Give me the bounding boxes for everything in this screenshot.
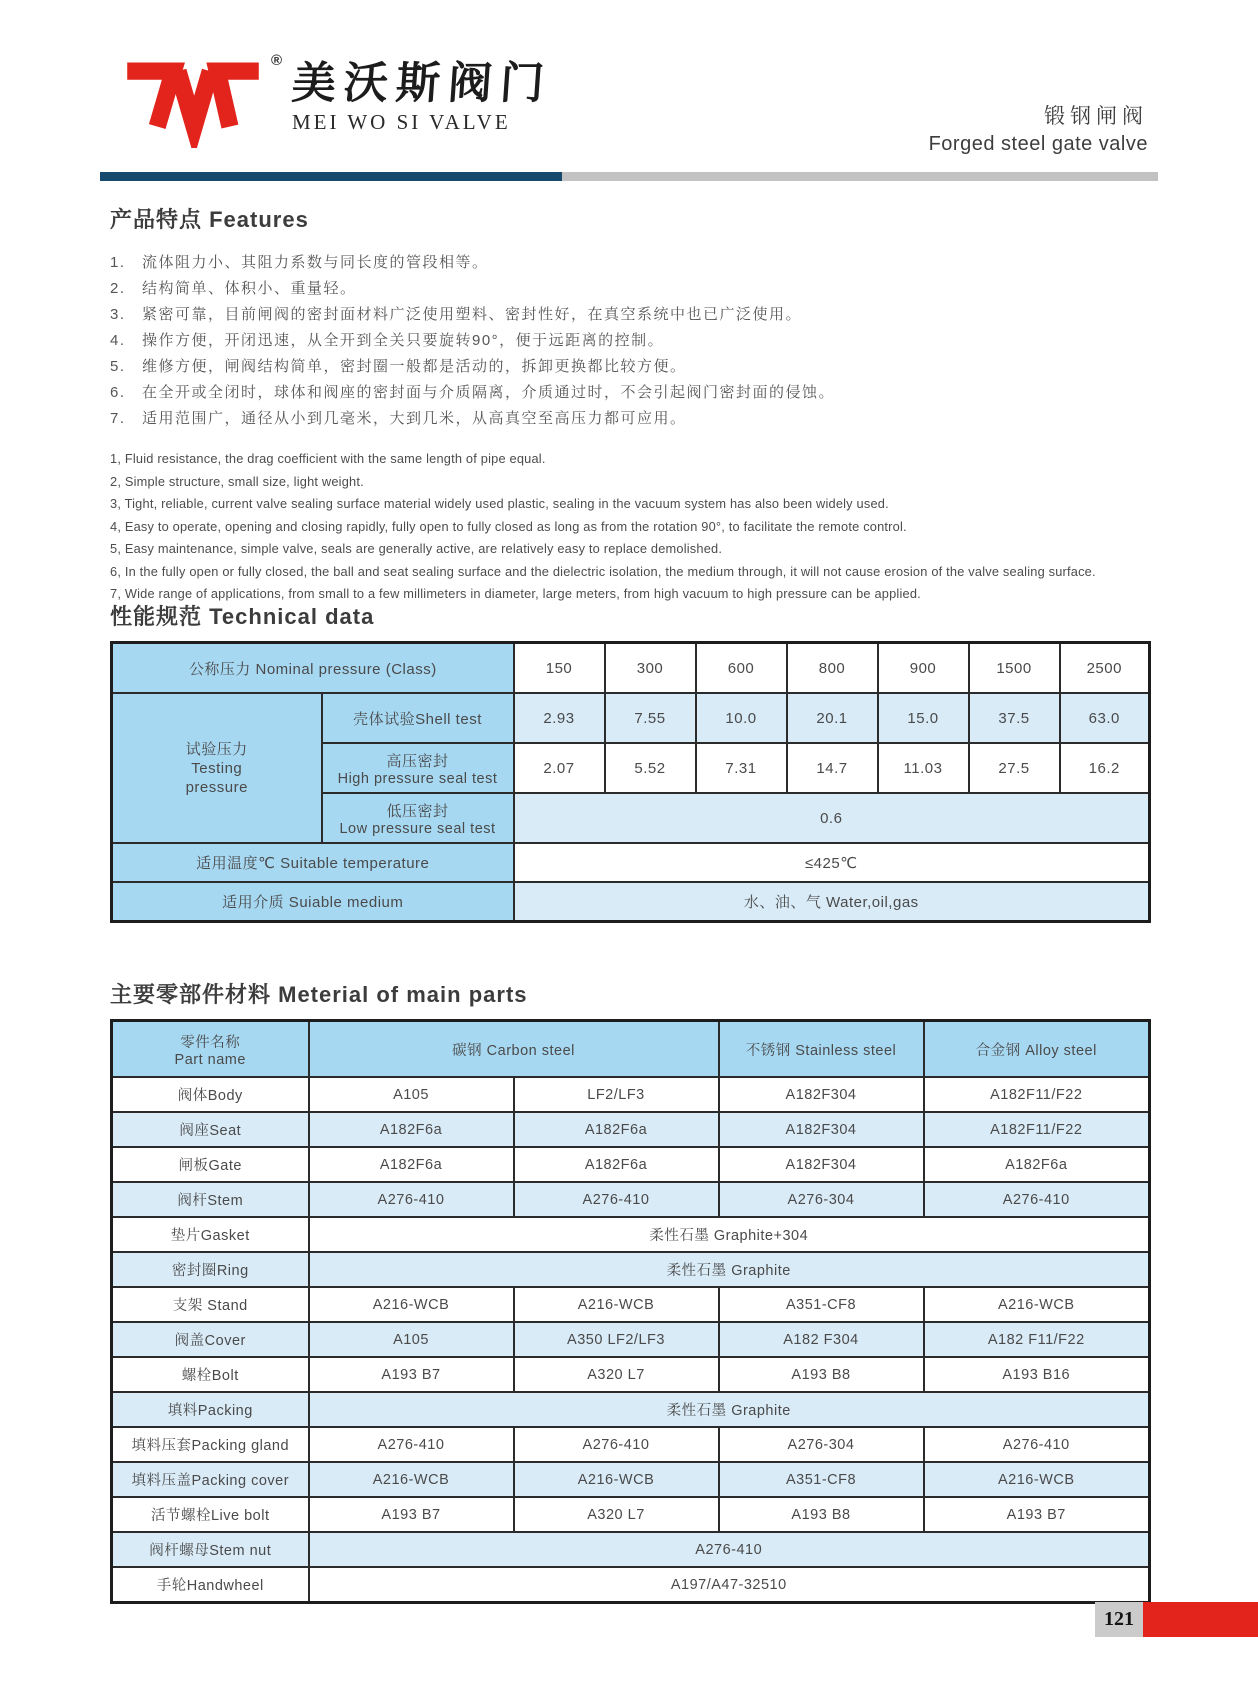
part-name-cell: 填料压盖Packing cover xyxy=(112,1462,309,1497)
feature-item-cn xyxy=(110,302,1150,328)
feature-item-cn xyxy=(110,250,1150,276)
header-divider-gray xyxy=(562,172,1158,181)
part-name-cell: 垫片Gasket xyxy=(112,1217,309,1252)
part-name-header xyxy=(112,1021,309,1078)
feature-item-cn xyxy=(110,276,1150,302)
material-row-gate xyxy=(112,1147,1150,1182)
material-row-seat xyxy=(112,1112,1150,1147)
company-logo xyxy=(118,52,552,152)
features-section xyxy=(110,203,1150,606)
feature-item-cn xyxy=(110,328,1150,354)
material-cell: A182F304 xyxy=(719,1147,924,1182)
feature-text: 维修方便，闸阀结构简单，密封圈一般都是活动的，拆卸更换都比较方便。 xyxy=(142,358,687,375)
low-pressure-seal-en: Low pressure seal test xyxy=(339,820,496,837)
technical-data-table xyxy=(110,641,1151,923)
low-pressure-seal-value: 0.6 xyxy=(514,793,1150,843)
nominal-pressure-row xyxy=(112,643,1150,694)
material-row-body xyxy=(112,1077,1150,1112)
part-name-cell: 密封圈Ring xyxy=(112,1252,309,1287)
material-span-cell: 柔性石墨 Graphite+304 xyxy=(309,1217,1150,1252)
material-cell: A216-WCB xyxy=(924,1287,1150,1322)
stainless-steel-header: 不锈钢 Stainless steel xyxy=(719,1021,924,1078)
materials-table xyxy=(110,1019,1151,1604)
suitable-medium-label: 适用介质 Suiable medium xyxy=(112,882,514,922)
part-name-cell: 阀杆螺母Stem nut xyxy=(112,1532,309,1567)
shell-test-label: 壳体试验Shell test xyxy=(322,693,514,743)
material-cell: A216-WCB xyxy=(309,1462,514,1497)
part-name-cell: 阀座Seat xyxy=(112,1112,309,1147)
high-pressure-seal-value: 5.52 xyxy=(605,743,696,793)
high-pressure-seal-value: 27.5 xyxy=(969,743,1060,793)
features-list-chinese xyxy=(110,250,1150,432)
material-cell: A182F6a xyxy=(309,1112,514,1147)
brand-text xyxy=(292,52,552,135)
testing-pressure-label xyxy=(112,693,322,843)
high-pressure-seal-en: High pressure seal test xyxy=(337,770,498,787)
feature-text: 操作方便，开闭迅速，从全开到全关只要旋转90°，便于远距离的控制。 xyxy=(142,332,665,349)
material-cell: A182F11/F22 xyxy=(924,1077,1150,1112)
material-cell: A276-410 xyxy=(514,1182,719,1217)
feature-item-en: 2, Simple structure, small size, light weight. xyxy=(110,473,364,489)
material-cell: A182F304 xyxy=(719,1112,924,1147)
high-pressure-seal-label xyxy=(322,743,514,793)
feature-text: 适用范围广，通径从小到几毫米，大到几米，从高真空至高压力都可应用。 xyxy=(142,410,687,427)
material-row-live-bolt xyxy=(112,1497,1150,1532)
class-value-cell: 1500 xyxy=(969,643,1060,694)
material-row-bolt xyxy=(112,1357,1150,1392)
part-name-cell: 闸板Gate xyxy=(112,1147,309,1182)
feature-text: 流体阻力小、其阻力系数与同长度的管段相等。 xyxy=(142,254,489,271)
material-cell: A193 B8 xyxy=(719,1497,924,1532)
material-cell: A193 B16 xyxy=(924,1357,1150,1392)
material-cell: A193 B7 xyxy=(309,1357,514,1392)
part-name-cell: 螺栓Bolt xyxy=(112,1357,309,1392)
brand-name-english: MEI WO SI VALVE xyxy=(292,110,511,135)
feature-item-cn xyxy=(110,354,1150,380)
shell-test-value: 37.5 xyxy=(969,693,1060,743)
material-cell: A182F6a xyxy=(924,1147,1150,1182)
brand-name-chinese: 美沃斯阀门 xyxy=(290,59,554,108)
feature-text: 紧密可靠，目前闸阀的密封面材料广泛使用塑料、密封性好，在真空系统中也已广泛使用。 xyxy=(142,306,803,323)
high-pressure-seal-value: 7.31 xyxy=(696,743,787,793)
feature-number: 2. xyxy=(110,280,126,297)
material-row-stem-nut xyxy=(112,1532,1150,1567)
shell-test-value: 2.93 xyxy=(514,693,605,743)
material-cell: A182F6a xyxy=(514,1147,719,1182)
registered-trademark-icon: ® xyxy=(270,52,282,69)
shell-test-value: 15.0 xyxy=(878,693,969,743)
class-value-cell: 300 xyxy=(605,643,696,694)
suitable-medium-row xyxy=(112,882,1150,922)
part-name-cell: 手轮Handwheel xyxy=(112,1567,309,1603)
suitable-temperature-label: 适用温度℃ Suitable temperature xyxy=(112,843,514,882)
material-row-stand xyxy=(112,1287,1150,1322)
material-cell: A276-410 xyxy=(924,1182,1150,1217)
material-cell: A216-WCB xyxy=(514,1287,719,1322)
feature-text: 结构简单、体积小、重量轻。 xyxy=(142,280,357,297)
features-heading: 产品特点 Features xyxy=(110,207,309,232)
part-name-cell: 阀体Body xyxy=(112,1077,309,1112)
feature-text: 在全开或全闭时，球体和阀座的密封面与介质隔离，介质通过时，不会引起阀门密封面的侵蚀。 xyxy=(142,384,836,401)
page-number: 121 xyxy=(1095,1602,1143,1637)
material-cell: A276-304 xyxy=(719,1182,924,1217)
suitable-temperature-value: ≤425℃ xyxy=(514,843,1150,882)
material-span-cell: A276-410 xyxy=(309,1532,1150,1567)
feature-item-en: 7, Wide range of applications, from small to a few millimeters in diameter, large meters, from high vacuum to high pressure can be applied. xyxy=(110,586,921,601)
part-name-cell: 阀盖Cover xyxy=(112,1322,309,1357)
feature-item-en: 1, Fluid resistance, the drag coefficient with the same length of pipe equal. xyxy=(110,451,546,466)
technical-data-heading: 性能规范 Technical data xyxy=(110,604,375,629)
logo-w-glyph xyxy=(118,52,268,148)
material-cell: A193 B8 xyxy=(719,1357,924,1392)
material-cell: A350 LF2/LF3 xyxy=(514,1322,719,1357)
class-value-cell: 800 xyxy=(787,643,878,694)
class-value-cell: 600 xyxy=(696,643,787,694)
materials-heading: 主要零部件材料 Meterial of main parts xyxy=(110,982,528,1007)
part-name-cell: 填料Packing xyxy=(112,1392,309,1427)
class-value-cell: 900 xyxy=(878,643,969,694)
material-span-cell: A197/A47-32510 xyxy=(309,1567,1150,1603)
logo-w-icon xyxy=(118,52,282,152)
nominal-pressure-label: 公称压力 Nominal pressure (Class) xyxy=(112,643,514,694)
feature-number: 1. xyxy=(110,254,126,271)
part-name-header-cn: 零件名称 xyxy=(180,1034,241,1051)
part-name-cell: 活节螺栓Live bolt xyxy=(112,1497,309,1532)
class-value-cell: 2500 xyxy=(1060,643,1150,694)
suitable-temperature-row xyxy=(112,843,1150,882)
material-row-packing-gland xyxy=(112,1427,1150,1462)
part-name-cell: 阀杆Stem xyxy=(112,1182,309,1217)
material-cell: A216-WCB xyxy=(924,1462,1150,1497)
material-cell: A182 F11/F22 xyxy=(924,1322,1150,1357)
high-pressure-seal-value: 11.03 xyxy=(878,743,969,793)
material-row-handwheel xyxy=(112,1567,1150,1603)
high-pressure-seal-value: 14.7 xyxy=(787,743,878,793)
carbon-steel-header: 碳钢 Carbon steel xyxy=(309,1021,719,1078)
material-row-packing-cover xyxy=(112,1462,1150,1497)
material-row-stem xyxy=(112,1182,1150,1217)
product-title-chinese: 锻钢闸阀 xyxy=(1044,105,1148,128)
material-cell: A193 B7 xyxy=(309,1497,514,1532)
materials-header-row xyxy=(112,1021,1150,1078)
feature-number: 4. xyxy=(110,332,126,349)
suitable-medium-value: 水、油、气 Water,oil,gas xyxy=(514,882,1150,922)
material-row-packing xyxy=(112,1392,1150,1427)
material-cell: A182F11/F22 xyxy=(924,1112,1150,1147)
material-span-cell: 柔性石墨 Graphite xyxy=(309,1252,1150,1287)
product-title xyxy=(929,100,1148,156)
high-pressure-seal-value: 2.07 xyxy=(514,743,605,793)
technical-data-section xyxy=(110,600,1150,923)
part-name-cell: 支架 Stand xyxy=(112,1287,309,1322)
material-row-ring xyxy=(112,1252,1150,1287)
part-name-header-en: Part name xyxy=(174,1051,246,1068)
material-cell: A182F6a xyxy=(514,1112,719,1147)
page-footer xyxy=(0,1602,1258,1637)
shell-test-value: 10.0 xyxy=(696,693,787,743)
material-cell: A351-CF8 xyxy=(719,1287,924,1322)
material-row-gasket xyxy=(112,1217,1150,1252)
footer-red-bar xyxy=(1143,1602,1258,1637)
low-pressure-seal-label xyxy=(322,793,514,843)
material-cell: A276-304 xyxy=(719,1427,924,1462)
high-pressure-seal-cn: 高压密封 xyxy=(386,752,449,770)
material-cell: A276-410 xyxy=(924,1427,1150,1462)
shell-test-value: 63.0 xyxy=(1060,693,1150,743)
feature-item-cn xyxy=(110,406,1150,432)
material-cell: A182F304 xyxy=(719,1077,924,1112)
feature-item-en: 4, Easy to operate, opening and closing rapidly, fully open to fully closed as long as from the rotation 90°, to facilitate the remote control. xyxy=(110,518,907,534)
shell-test-value: 20.1 xyxy=(787,693,878,743)
feature-number: 6. xyxy=(110,384,126,401)
material-cell: A182F6a xyxy=(309,1147,514,1182)
materials-section xyxy=(110,978,1150,1604)
shell-test-value: 7.55 xyxy=(605,693,696,743)
feature-item-en: 3, Tight, reliable, current valve sealing surface material widely used plastic, sealing in the vacuum system has also been widely used. xyxy=(110,496,889,511)
header-divider-navy xyxy=(100,172,562,181)
material-cell: A276-410 xyxy=(309,1427,514,1462)
alloy-steel-header: 合金钢 Alloy steel xyxy=(924,1021,1150,1078)
feature-item-en: 5, Easy maintenance, simple valve, seals are generally active, are relatively easy to replace demolished. xyxy=(110,541,723,556)
testing-pressure-en: Testing pressure xyxy=(185,759,248,796)
material-cell: A182 F304 xyxy=(719,1322,924,1357)
part-name-cell: 填料压套Packing gland xyxy=(112,1427,309,1462)
material-cell: A351-CF8 xyxy=(719,1462,924,1497)
feature-number: 3. xyxy=(110,306,126,323)
material-cell: A105 xyxy=(309,1322,514,1357)
feature-item-cn xyxy=(110,380,1150,406)
material-cell: A216-WCB xyxy=(514,1462,719,1497)
material-cell: A105 xyxy=(309,1077,514,1112)
header-divider xyxy=(100,172,1158,181)
low-pressure-seal-cn: 低压密封 xyxy=(386,802,449,820)
material-cell: LF2/LF3 xyxy=(514,1077,719,1112)
material-cell: A276-410 xyxy=(514,1427,719,1462)
high-pressure-seal-value: 16.2 xyxy=(1060,743,1150,793)
features-list-english xyxy=(110,448,1150,606)
feature-number: 5. xyxy=(110,358,126,375)
class-value-cell: 150 xyxy=(514,643,605,694)
feature-item-en: 6, In the fully open or fully closed, the ball and seat sealing surface and the dielectric isolation, the medium through, it will not cause erosion of the valve sealing surface. xyxy=(110,563,1096,579)
material-row-cover xyxy=(112,1322,1150,1357)
material-cell: A276-410 xyxy=(309,1182,514,1217)
testing-pressure-cn: 试验压力 xyxy=(185,740,248,758)
material-span-cell: 柔性石墨 Graphite xyxy=(309,1392,1150,1427)
material-cell: A320 L7 xyxy=(514,1357,719,1392)
material-cell: A216-WCB xyxy=(309,1287,514,1322)
shell-test-row xyxy=(112,693,1150,743)
material-cell: A320 L7 xyxy=(514,1497,719,1532)
product-title-english: Forged steel gate valve xyxy=(928,133,1148,155)
material-cell: A193 B7 xyxy=(924,1497,1150,1532)
feature-number: 7. xyxy=(110,410,126,427)
